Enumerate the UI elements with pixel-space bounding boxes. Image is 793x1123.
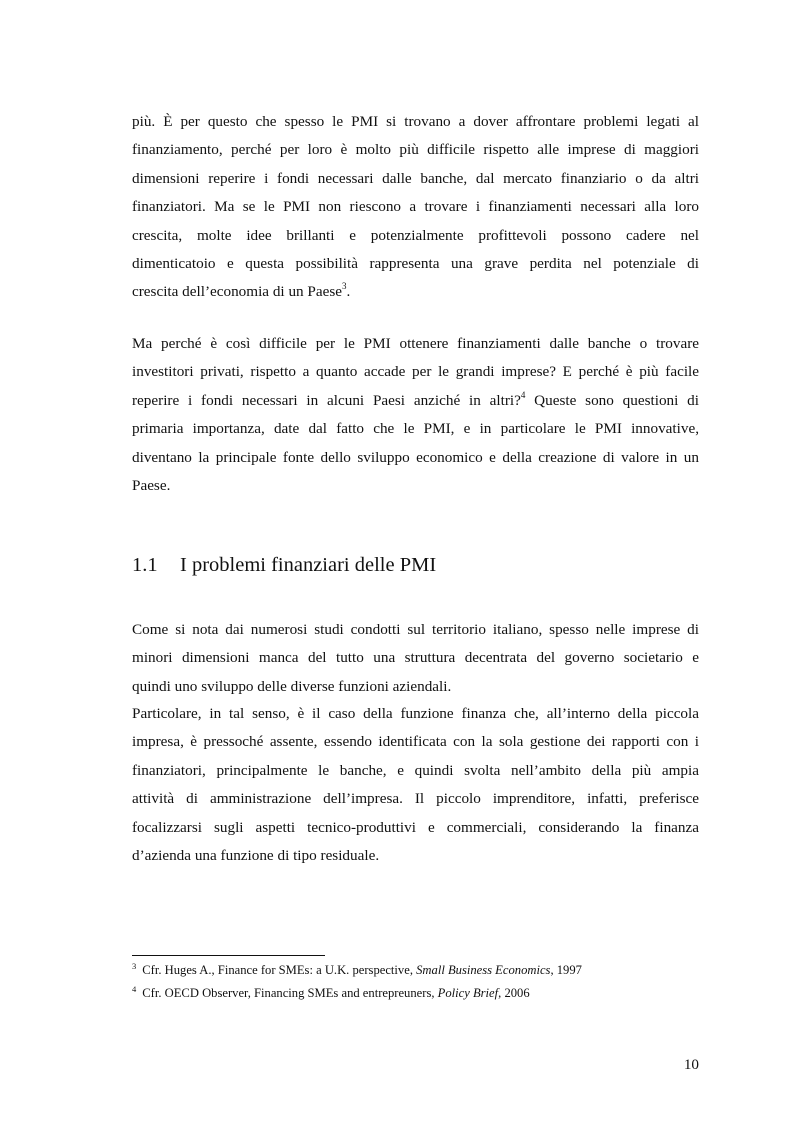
- text-line: impresa, è pressoché assente, essendo identificata con la sola gestione dei rapporti con i: [132, 733, 699, 751]
- page-number: 10: [683, 1056, 699, 1073]
- text-line: più. È per questo che spesso le PMI si trovano a dover affrontare problemi legati al: [132, 113, 699, 130]
- footnote-year: , 1997: [550, 963, 582, 977]
- text-fragment: reperire i fondi necessari in alcuni Paesi anziché in altri?: [132, 391, 521, 409]
- footnote-4: [132, 986, 530, 1001]
- text-line: [132, 278, 699, 306]
- paragraph-2: [132, 330, 699, 500]
- footnote-journal: Small Business Economics: [416, 963, 551, 977]
- footnote-text: Cfr. Huges A., Finance for SMEs: a U.K. perspective,: [142, 963, 417, 977]
- text-line: Particolare, in tal senso, è il caso della funzione finanza che, all’interno della piccola: [132, 705, 699, 722]
- text-line: primaria importanza, date dal fatto che le PMI, e in particolare le PMI innovative,: [132, 420, 699, 438]
- text-line: Come si nota dai numerosi studi condotti sul territorio italiano, spesso nelle imprese di: [132, 621, 699, 638]
- footnote-ref: 3: [342, 281, 347, 292]
- section-title: I problemi finanziari delle PMI: [180, 554, 437, 576]
- text-line: minori dimensioni manca del tutto una struttura decentrata del governo societario e: [132, 649, 699, 667]
- section-number: 1.1: [132, 554, 158, 576]
- text-line: Paese.: [132, 477, 171, 495]
- footnote-text: Cfr. OECD Observer, Financing SMEs and entrepreuners,: [142, 986, 438, 1000]
- footnote-journal: Policy Brief: [437, 986, 499, 1000]
- footnote-ref: 4: [520, 389, 526, 400]
- text-line: diventano la principale fonte dello sviluppo economico e della creazione di valore in un: [132, 448, 699, 466]
- footnote-3: [132, 963, 582, 978]
- section-heading: [132, 554, 436, 577]
- text-line: [132, 387, 699, 415]
- text-fragment: .: [346, 283, 351, 301]
- text-line: finanziamento, perché per loro è molto più difficile rispetto alle imprese di maggiori: [132, 141, 699, 159]
- text-line: focalizzarsi sugli aspetti tecnico-produttivi e commerciali, considerando la finanza: [132, 818, 699, 836]
- text-line: finanziatori, principalmente le banche, e quindi svolta nell’ambito della più ampia: [132, 761, 699, 779]
- text-line: Ma perché è così difficile per le PMI ottenere finanziamenti dalle banche o trovare: [132, 335, 699, 352]
- footnote-mark: 3: [132, 961, 137, 971]
- text-line: crescita, molte idee brillanti e potenzialmente profittevoli possono cadere nel: [132, 226, 699, 244]
- footnote-separator: [132, 955, 325, 956]
- text-line: attività di amministrazione dell’impresa. Il piccolo imprenditore, infatti, preferisce: [132, 790, 699, 808]
- footnote-mark: 4: [132, 984, 137, 994]
- text-fragment: crescita dell’economia di un Paese: [132, 283, 343, 301]
- text-line: investitori privati, rispetto a quanto accade per le grandi imprese? E perché è più facile: [132, 363, 699, 381]
- text-line: dimenticatoio e questa possibilità rappresenta una grave perdita nel potenziale di: [132, 255, 699, 273]
- paragraph-4: [132, 700, 699, 870]
- text-line: finanziatori. Ma se le PMI non riescono a trovare i finanziamenti necessari alla loro: [132, 198, 699, 216]
- text-line: quindi uno sviluppo delle diverse funzioni aziendali.: [132, 677, 452, 695]
- text-line: dimensioni reperire i fondi necessari dalle banche, dal mercato finanziario o da altri: [132, 169, 699, 187]
- paragraph-3: [132, 616, 699, 701]
- footnote-year: , 2006: [498, 986, 530, 1000]
- paragraph-1: [132, 108, 699, 307]
- text-line: d’azienda una funzione di tipo residuale.: [132, 847, 380, 865]
- text-fragment: Queste sono questioni di: [525, 391, 699, 409]
